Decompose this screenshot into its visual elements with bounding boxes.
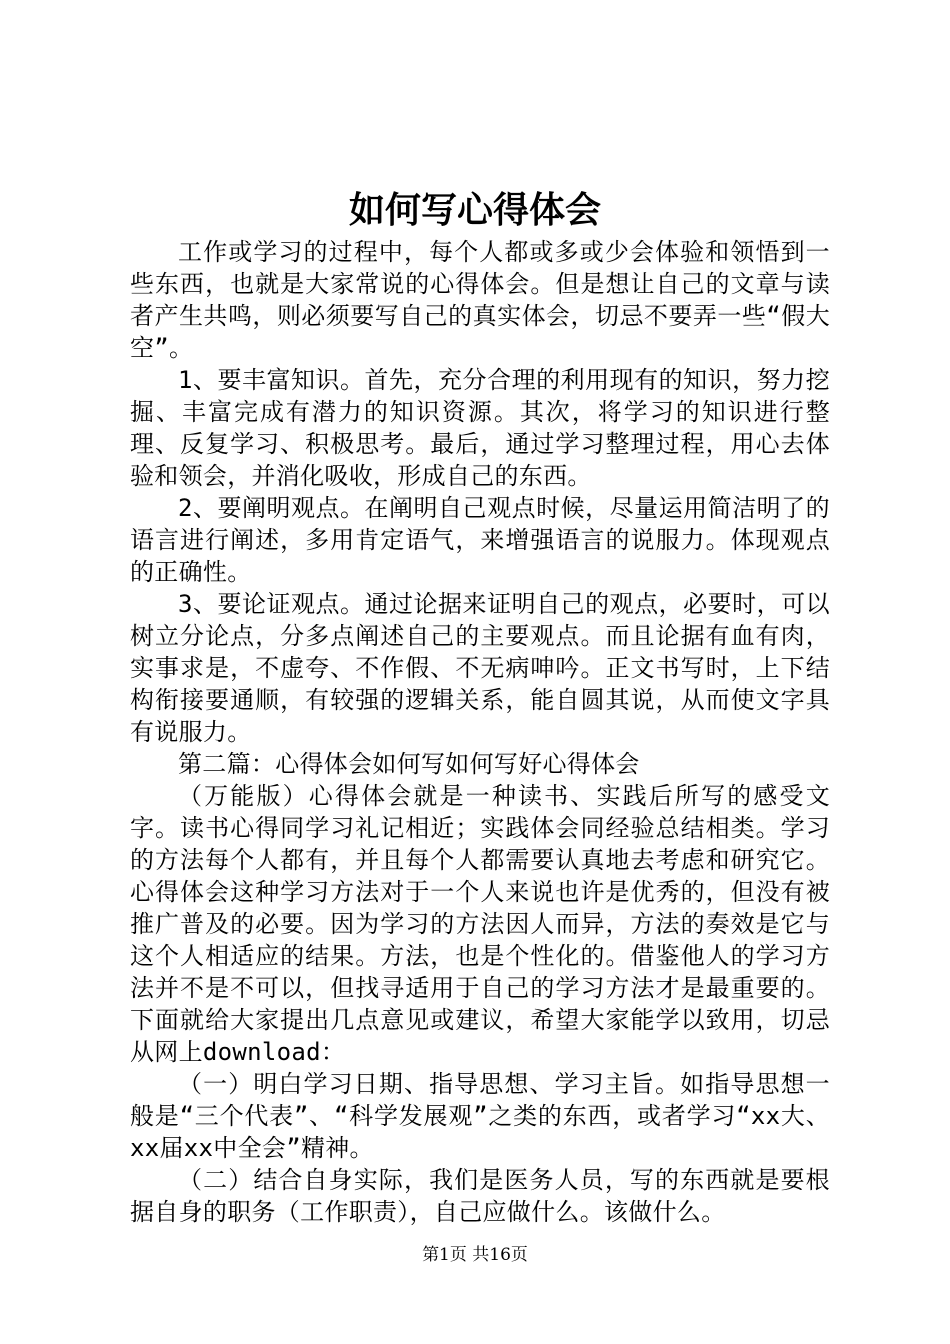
paragraph-item-2: （二）结合自身实际，我们是医务人员，写的东西就是要根据自身的职务（工作职责），自己应做什么。该做什么。 [130,1166,830,1226]
document-body [130,236,830,1228]
paragraph-point-3: 3、要论证观点。通过论据来证明自己的观点，必要时，可以树立分论点，分多点阐述自己的主要观点。而且论据有血有肉，实事求是，不虚夸、不作假、不无病呻吟。正文书写时，上下结构衔接要通顺，有较强的逻辑关系，能自圆其说，从而使文字具有说服力。 [130,590,830,746]
paragraph-point-2: 2、要阐明观点。在阐明自己观点时候，尽量运用简洁明了的语言进行阐述，多用肯定语气，来增强语言的说服力。体现观点的正确性。 [130,494,830,586]
section-heading-part-2: 第二篇：心得体会如何写如何写好心得体会 [178,750,640,778]
paragraph-intro: 工作或学习的过程中，每个人都或多或少会体验和领悟到一些东西，也就是大家常说的心得体会。但是想让自己的文章与读者产生共鸣，则必须要写自己的真实体会，切忌不要弄一些“假大空”。 [130,238,830,362]
paragraph-item-1: （一）明白学习日期、指导思想、学习主旨。如指导思想一般是“三个代表”、“科学发展观”之类的东西，或者学习“xx大、xx届xx中全会”精神。 [130,1070,830,1162]
page-number-footer: 第1页 共16页 [422,1245,528,1265]
paragraph-point-1: 1、要丰富知识。首先，充分合理的利用现有的知识，努力挖掘、丰富完成有潜力的知识资源。其次，将学习的知识进行整理、反复学习、积极思考。最后，通过学习整理过程，用心去体验和领会，并消化吸收，形成自己的东西。 [130,366,830,490]
document-title: 如何写心得体会 [348,189,601,231]
paragraph-universal-version: （万能版）心得体会就是一种读书、实践后所写的感受文字。读书心得同学习礼记相近；实践体会同经验总结相类。学习的方法每个人都有，并且每个人都需要认真地去考虑和研究它。心得体会这种学习方法对于一个人来说也许是优秀的，但没有被推广普及的必要。因为学习的方法因人而异，方法的奏效是它与这个人相适应的结果。方法，也是个性化的。借鉴他人的学习方法并不是不可以，但找寻适用于自己的学习方法才是最重要的。下面就给大家提出几点意见或建议，希望大家能学以致用，切忌从网上download： [130,782,830,1066]
